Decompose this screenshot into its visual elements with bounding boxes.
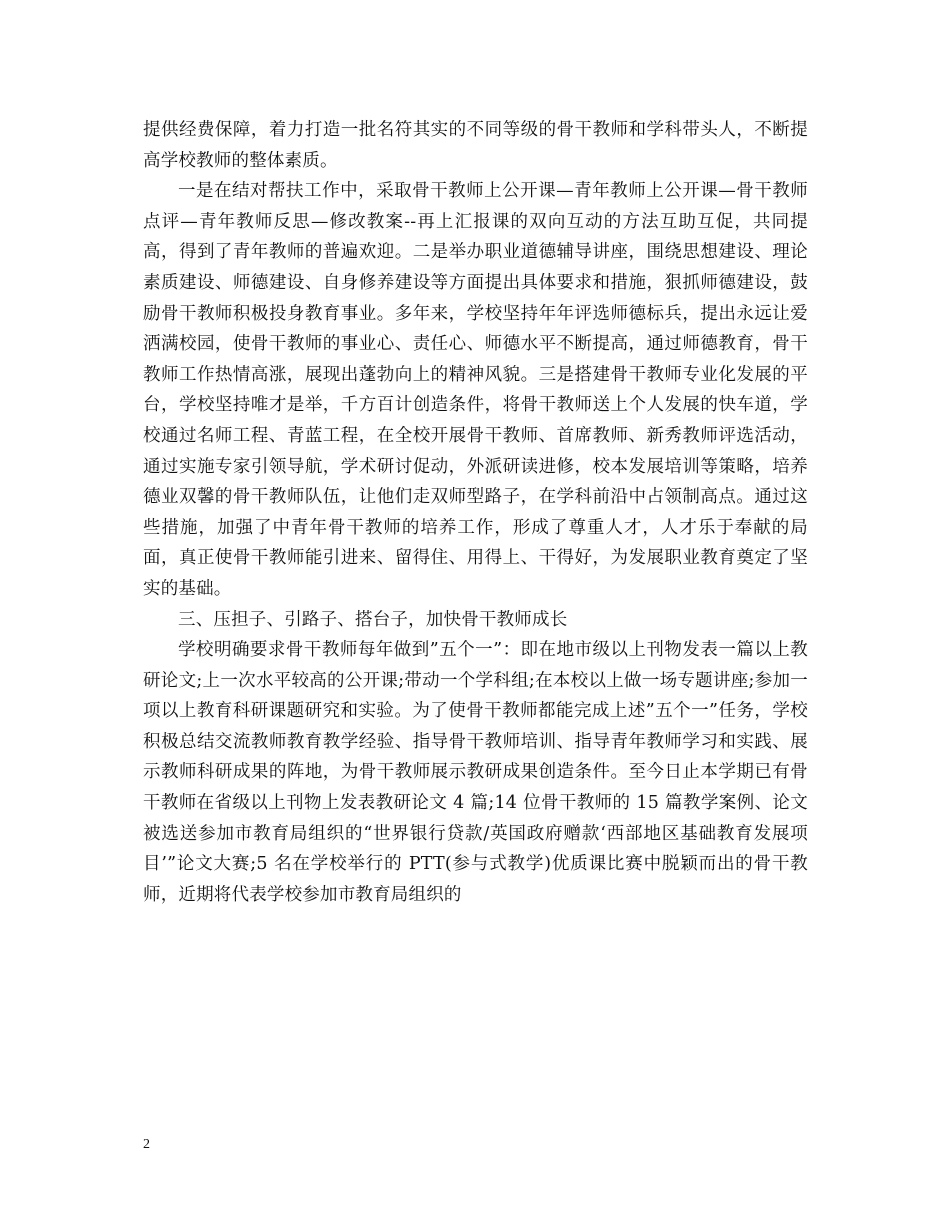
document-body (143, 115, 808, 910)
paragraph-3: 学校明确要求骨干教师每年做到”五个一”：即在地市级以上刊物发表一篇以上教研论文;上一次水平较高的公开课;带动一个学科组;在本校以上做一场专题讲座;参加一项以上教育科研课题研究和实验。为了使骨干教师都能完成上述”五个一”任务，学校积极总结交流教师教育教学经验、指导骨干教师培训、指导青年教师学习和实践、展示教师科研成果的阵地，为骨干教师展示教研成果创造条件。至今日止本学期已有骨干教师在省级以上刊物上发表教研论文 4 篇;14 位骨干教师的 15 篇教学案例、论文被选送参加市教育局组织的“世界银行贷款/英国政府赠款‘西部地区基础教育发展项目’”论文大赛;5 名在学校举行的 PTT(参与式教学)优质课比赛中脱颖而出的骨干教师，近期将代表学校参加市教育局组织的 (143, 640, 808, 905)
paragraph-1: 提供经费保障，着力打造一批名符其实的不同等级的骨干教师和学科带头人，不断提高学校教师的整体素质。 (143, 120, 808, 171)
section-heading: 三、压担子、引路子、搭台子，加快骨干教师成长 (178, 609, 568, 630)
paragraph-2: 一是在结对帮扶工作中，采取骨干教师上公开课—青年教师上公开课—骨干教师点评—青年教师反思—修改教案--再上汇报课的双向互动的方法互助互促，共同提高，得到了青年教师的普遍欢迎。二是举办职业道德辅导讲座，围绕思想建设、理论素质建设、师德建设、自身修养建设等方面提出具体要求和措施，狠抓师德建设，鼓励骨干教师积极投身教育事业。多年来，学校坚持年年评选师德标兵，提出永远让爱洒满校园，使骨干教师的事业心、责任心、师德水平不断提高，通过师德教育，骨干教师工作热情高涨，展现出蓬勃向上的精神风貌。三是搭建骨干教师专业化发展的平台，学校坚持唯才是举，千方百计创造条件，将骨干教师送上个人发展的快车道，学校通过名师工程、青蓝工程，在全校开展骨干教师、首席教师、新秀教师评选活动，通过实施专家引领导航，学术研讨促动，外派研读进修，校本发展培训等策略，培养德业双馨的骨干教师队伍，让他们走双师型路子，在学科前沿中占领制高点。通过这些措施，加强了中青年骨干教师的培养工作，形成了尊重人才，人才乐于奉献的局面，真正使骨干教师能引进来、留得住、用得上、干得好，为发展职业教育奠定了坚实的基础。 (143, 181, 808, 599)
page-number: 2 (143, 1137, 150, 1152)
